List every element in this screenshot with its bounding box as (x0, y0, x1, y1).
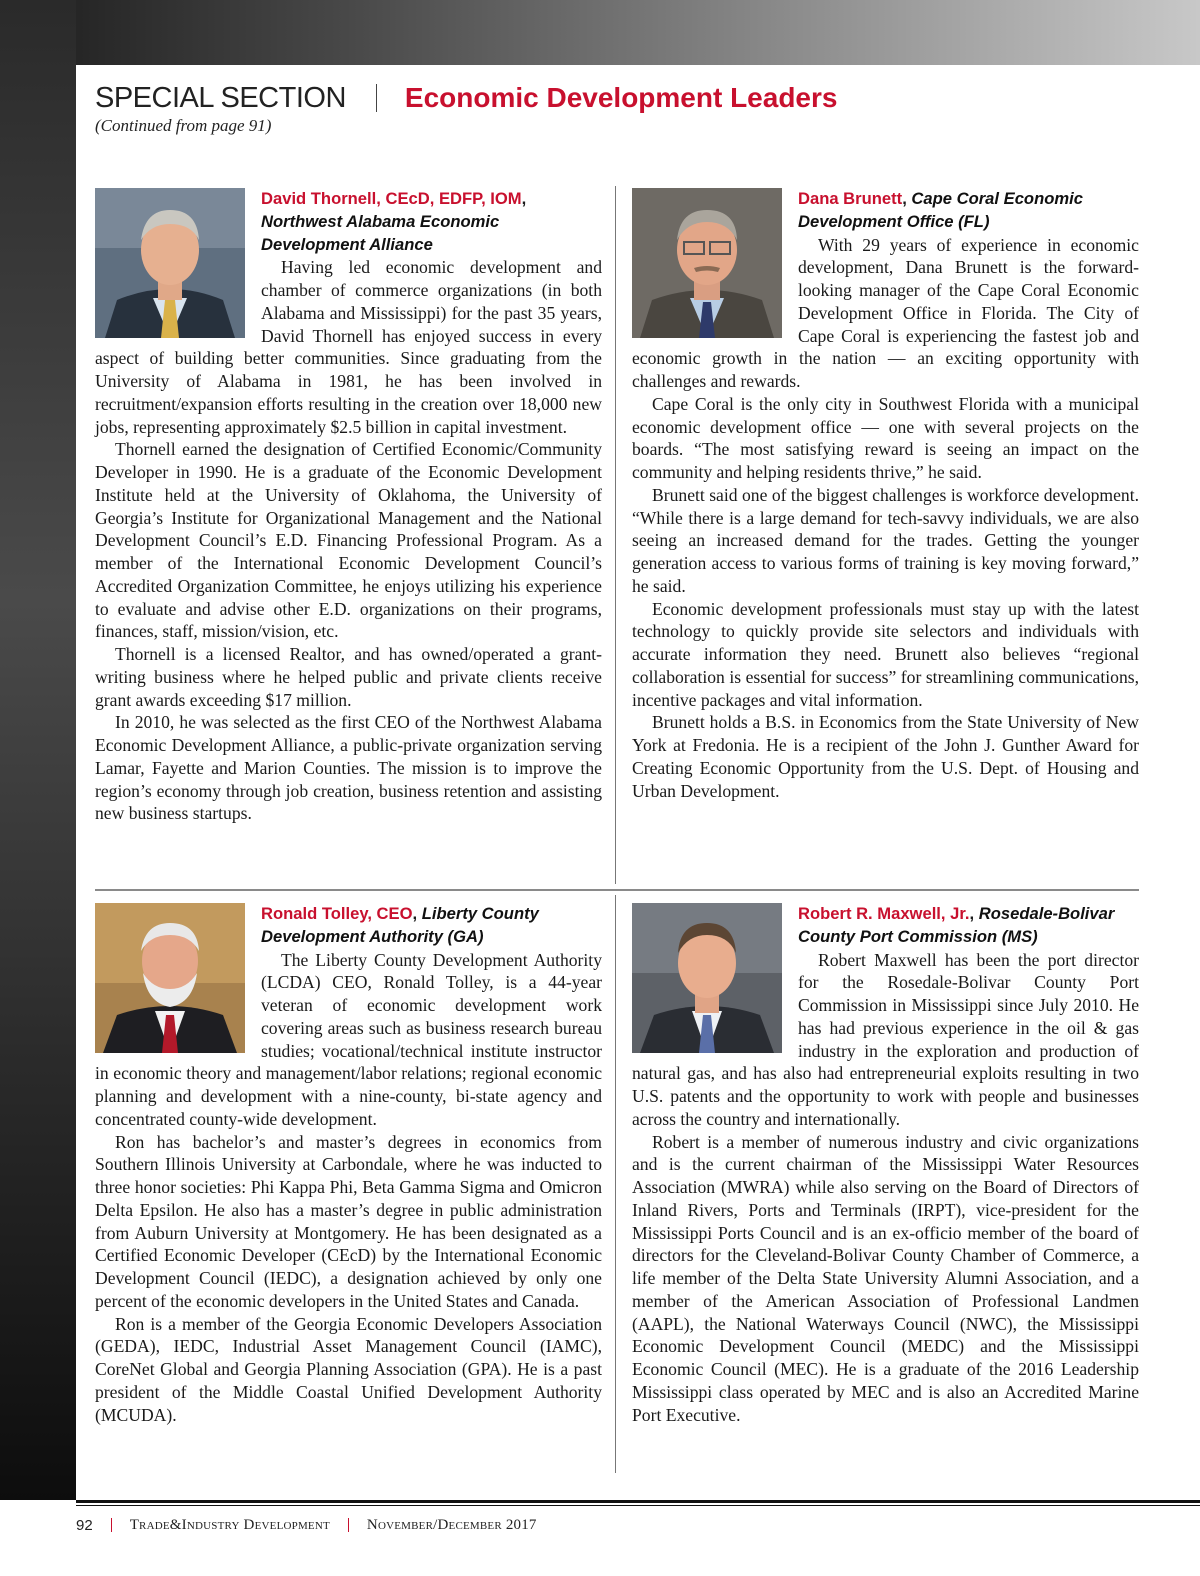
profile-name: David Thornell, CEcD, EDFP, IOM (261, 189, 522, 208)
footer-rule-thin (76, 1505, 1200, 1506)
page-number: 92 (76, 1516, 93, 1534)
profile-paragraph: Ron has bachelor’s and master’s degrees in economics from Southern Illinois University at Carbondale, where he was inducted to three honor societies: Phi Kappa Phi, Beta Gamma Sigma and Omicron Delta Epsilon. He also has a master’s degree in public administration from Auburn University at Montgomery. He has been designated as a Certified Economic Developer (CEcD) by the International Economic Development Council (IEDC), a designation achieved by only one percent of the economic developers in the United States and Canada. (95, 1131, 602, 1311)
profile-paragraph: Cape Coral is the only city in Southwest Florida with a municipal economic development office — one with several projects on the boards. “The most satisfying reward is seeing an impact on the community and helping residents thrive,” he said. (632, 393, 1139, 482)
header-divider (376, 84, 377, 112)
profile-name: Ronald Tolley, CEO (261, 904, 413, 923)
profile-paragraph: Economic development professionals must stay up with the latest technology to quickly provide site selectors and individuals with accurate information they need. Brunett also believes “regional collaboration is essential for success” for streamlining communications, incentive packages and vital information. (632, 598, 1139, 710)
section-title: Economic Development Leaders (404, 82, 838, 113)
profile-paragraph: Thornell earned the designation of Certified Economic/Community Developer in 1990. He is a graduate of the Economic Development Institute held at the University of Oklahoma, the University of Georgia’s Institute for Organizational Management and the National Development Council’s E.D. Financing Professional Program. As a member of the International Economic Development Council’s Accredited Organization Committee, he enjoys utilizing his experience to evaluate and advise other E.D. organizations on their programs, finances, staff, mission/vision, etc. (95, 439, 602, 642)
profile-paragraph: Having led economic development and chamber of commerce organizations (in both Alabama and Mississippi) for the past 35 years, David Thornell has enjoyed success in every aspect of building better communities. Since graduating from the University of Alabama in 1981, he has been involved in recruitment/expansion efforts resulting in the creation over 18,000 new jobs, representing approximately $2.5 billion in capital investment. (95, 257, 602, 437)
page-frame-top (0, 0, 1200, 65)
page-frame-left (0, 0, 76, 1500)
profile-organization: Cape Coral Economic Development Office (FL) (798, 189, 1083, 231)
name-separator: , (521, 189, 527, 208)
portrait-photo (632, 903, 782, 1053)
magazine-name: Trade&Industry Development (129, 1516, 330, 1533)
section-label: SPECIAL SECTION (95, 81, 346, 114)
profile-organization: Liberty County Development Authority (GA) (261, 904, 539, 946)
column-divider-top (615, 186, 616, 884)
portrait-photo (632, 188, 782, 338)
profile-name: Robert R. Maxwell, Jr. (798, 904, 970, 923)
portrait-photo (95, 903, 245, 1053)
profile-robert-maxwell (632, 903, 1139, 1426)
profile-paragraph: In 2010, he was selected as the first CEO of the Northwest Alabama Economic Development Alliance, a public-private organization serving Lamar, Fayette and Marion Counties. The mission is to improve the region’s economy through job creation, business retention and assisting new business startups. (95, 712, 602, 824)
row-divider (95, 889, 1139, 891)
name-separator: , (969, 904, 979, 923)
footer-separator (111, 1518, 112, 1532)
profile-david-thornell (95, 188, 602, 825)
continued-note: (Continued from page 91) (95, 116, 272, 135)
profile-paragraph: Robert is a member of numerous industry and civic organizations and is the current chairman of the Mississippi Water Resources Association (MWRA) while also serving on the Board of Directors of Inland Rivers, Ports and Terminals (IRPT), vice-president for the Mississippi Ports Council and is an ex-officio member of the board of directors for the Cleveland-Bolivar County Chamber of Commerce, a life member of the Delta State University Alumni Association, and a member of the American Association of Professional Landmen (AAPL), the National Waterways Council (NWC), the Mississippi Economic Development Council (MEDC) and the Mississippi Economic Council (MEC). He is a graduate of the 2016 Leadership Mississippi class operated by MEC and is also an Accredited Marine Port Executive. (632, 1131, 1139, 1425)
column-divider-bottom (615, 895, 616, 1473)
profile-dana-brunett (632, 188, 1139, 802)
profile-paragraph: Thornell is a licensed Realtor, and has owned/operated a grant-writing business where he helped public and private clients receive grant awards exceeding $17 million. (95, 644, 602, 710)
footer-rule (76, 1500, 1200, 1503)
profile-paragraph: Ron is a member of the Georgia Economic Developers Association (GEDA), IEDC, Industrial Asset Management Council (IAMC), CoreNet Global and Georgia Planning Association (GPA). He is a past president of the Middle Coastal Unified Development Authority (MCUDA). (95, 1313, 602, 1425)
profile-paragraph: With 29 years of experience in economic development, Dana Brunett is the forward-looking manager of the Cape Coral Economic Development Office in Florida. The City of Cape Coral is experiencing the fastest job and economic growth in the nation — an exciting opportunity with challenges and rewards. (632, 234, 1139, 391)
profile-ronald-tolley (95, 903, 602, 1426)
profile-name: Dana Brunett (798, 189, 903, 208)
portrait-photo (95, 188, 245, 338)
profile-organization: Northwest Alabama Economic Development Alliance (261, 211, 500, 254)
page-footer (76, 1512, 537, 1538)
footer-separator (348, 1518, 349, 1532)
profile-paragraph: Brunett holds a B.S. in Economics from the State University of New York at Fredonia. He is a recipient of the John J. Gunther Award for Creating Economic Opportunity from the U.S. Dept. of Housing and Urban Development. (632, 712, 1139, 801)
issue-date: November/December 2017 (366, 1516, 537, 1533)
section-header (95, 78, 1145, 118)
profile-organization: Rosedale-Bolivar County Port Commission (MS) (798, 904, 1115, 946)
name-separator: , (902, 189, 912, 208)
name-separator: , (412, 904, 422, 923)
profile-paragraph: Brunett said one of the biggest challenges is workforce development. “While there is a large demand for tech-savvy individuals, we are also seeing an increased demand for the trades. Getting the younger generation access to various forms of training is key moving forward,” he said. (632, 484, 1139, 596)
profile-paragraph: Robert Maxwell has been the port director for the Rosedale-Bolivar County Port Commission in Mississippi since July 2010. He has had previous experience in the oil & gas industry in the exploration and production of natural gas, and has also had entrepreneurial exploits resulting in two U.S. patents and the opportunity to work with people and businesses across the country and internationally. (632, 949, 1139, 1129)
profile-paragraph: The Liberty County Development Authority (LCDA) CEO, Ronald Tolley, is a 44-year veteran of economic development work covering areas such as business research bureau studies; vocational/technical institute instructor in economic theory and management/labor relations; regional economic planning and development with a nine-county, bi-state agency and concentrated county-wide development. (95, 949, 602, 1129)
